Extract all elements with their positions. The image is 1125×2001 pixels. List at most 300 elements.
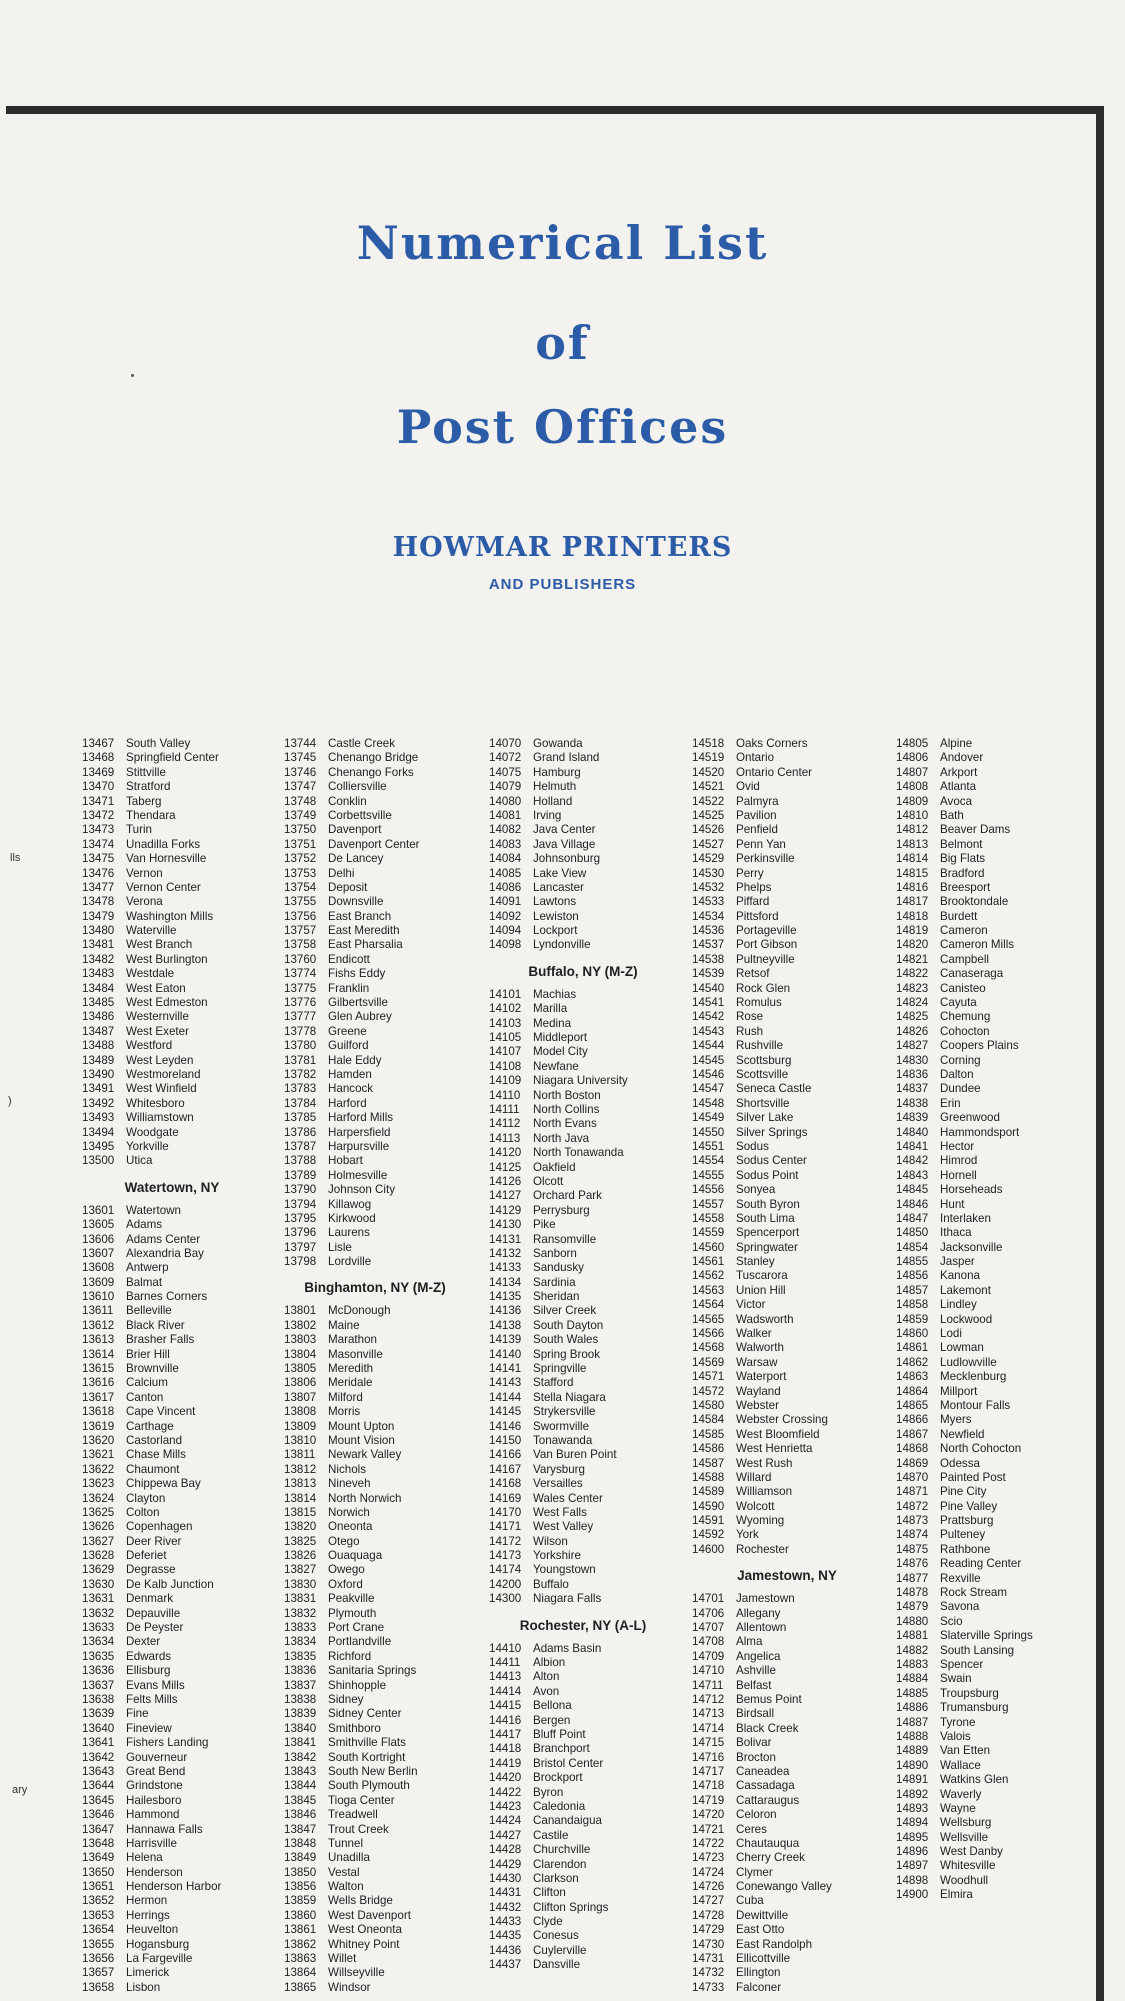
zip-code: 13485 [82, 996, 115, 1010]
list-item [896, 1313, 1092, 1327]
list-item [692, 1938, 882, 1952]
zip-code: 14150 [489, 1433, 522, 1447]
zip-code: 13846 [284, 1808, 317, 1822]
list-item [82, 1434, 262, 1448]
zip-code: 13649 [82, 1851, 115, 1865]
list-item [896, 1082, 1092, 1096]
zip-code: 14807 [896, 765, 929, 779]
zip-code: 14585 [692, 1427, 725, 1441]
list-item [489, 1958, 677, 1972]
post-office-name: Myers [940, 1413, 972, 1427]
list-item [82, 1376, 262, 1390]
zip-code: 14823 [896, 981, 929, 995]
post-office-name: Adams Basin [533, 1641, 602, 1655]
post-office-name: Port Gibson [736, 938, 798, 952]
list-item [896, 1644, 1092, 1658]
list-item [489, 1146, 677, 1160]
list-item [284, 766, 466, 780]
post-office-name: Ouaquaga [328, 1549, 383, 1563]
post-office-name: Portlandville [328, 1635, 392, 1649]
post-office-name: Killawog [328, 1197, 372, 1211]
list-item [489, 1161, 677, 1175]
list-item [896, 881, 1092, 895]
zip-code: 14435 [489, 1929, 522, 1943]
list-item [82, 1866, 262, 1880]
list-item [284, 924, 466, 938]
zip-code: 14107 [489, 1045, 522, 1059]
list-item [896, 1428, 1092, 1442]
post-office-name: Thendara [126, 808, 176, 822]
zip-code: 13650 [82, 1865, 115, 1879]
zip-code: 13477 [82, 880, 115, 894]
post-office-name: Piffard [736, 895, 770, 909]
list-item [82, 1391, 262, 1405]
post-office-name: Jacksonville [940, 1240, 1003, 1254]
post-office-name: Carthage [126, 1419, 174, 1433]
post-office-name: Interlaken [940, 1211, 991, 1225]
post-office-name: Lockport [533, 924, 578, 938]
zip-code: 13751 [284, 837, 317, 851]
post-office-name: Lakemont [940, 1283, 991, 1297]
list-item [692, 737, 882, 751]
post-office-name: Troupsburg [940, 1686, 999, 1700]
zip-code: 14731 [692, 1952, 725, 1966]
post-office-name: Watertown [126, 1203, 181, 1217]
list-item [489, 1477, 677, 1491]
zip-code: 13864 [284, 1966, 317, 1980]
zip-code: 14437 [489, 1958, 522, 1972]
zip-code: 13862 [284, 1937, 317, 1951]
post-office-name: Helmuth [533, 780, 577, 794]
title-line-1: Numerical List [356, 216, 769, 270]
zip-code: 13474 [82, 837, 115, 851]
list-item [692, 1054, 882, 1068]
zip-code: 14120 [489, 1146, 522, 1160]
post-office-name: Corning [940, 1053, 981, 1067]
zip-code: 13638 [82, 1693, 115, 1706]
zip-code: 14720 [692, 1808, 725, 1822]
list-item [284, 1319, 466, 1333]
post-office-name: Rushville [736, 1039, 784, 1053]
post-office-name: Cape Vincent [126, 1405, 196, 1419]
list-item [489, 780, 677, 794]
list-item [284, 881, 466, 895]
post-office-name: Hunt [940, 1197, 965, 1211]
list-item [692, 1068, 882, 1082]
post-office-name: Brocton [736, 1750, 776, 1764]
post-office-name: Machias [533, 987, 577, 1001]
post-office-name: Maine [328, 1318, 360, 1332]
list-item [284, 1068, 466, 1082]
post-office-name: West Rush [736, 1456, 793, 1470]
zip-code: 14141 [489, 1362, 522, 1376]
zip-code: 14525 [692, 808, 725, 822]
zip-code: 13746 [284, 765, 317, 779]
zip-code: 14856 [896, 1269, 929, 1283]
list-item [692, 1356, 882, 1370]
zip-code: 13842 [284, 1750, 317, 1764]
post-office-name: Cohocton [940, 1024, 990, 1038]
post-office-name: Edwards [126, 1649, 172, 1663]
post-office-name: Great Bend [126, 1764, 186, 1778]
zip-code: 14868 [896, 1442, 929, 1456]
list-item [284, 982, 466, 996]
zip-code: 13634 [82, 1635, 115, 1649]
list-item [284, 953, 466, 967]
zip-code: 14113 [489, 1131, 521, 1145]
list-item [284, 1304, 466, 1318]
post-office-name: North Cohocton [940, 1442, 1022, 1456]
zip-code: 13653 [82, 1908, 115, 1922]
zip-code: 13620 [82, 1433, 115, 1447]
list-item [489, 1117, 677, 1131]
zip-code: 14549 [692, 1111, 725, 1125]
zip-code: 14866 [896, 1413, 929, 1427]
zip-code: 14888 [896, 1729, 929, 1743]
zip-code: 14809 [896, 794, 929, 808]
zip-code: 14538 [692, 952, 725, 966]
zip-code: 13658 [82, 1980, 115, 1994]
post-office-name: Lawtons [533, 895, 577, 909]
post-office-name: Middleport [533, 1031, 588, 1045]
list-item [692, 1284, 882, 1298]
zip-code: 14842 [896, 1154, 929, 1168]
zip-code: 14815 [896, 866, 929, 880]
list-item [284, 867, 466, 881]
list-item [692, 1313, 882, 1327]
list-item [896, 953, 1092, 967]
zip-code: 14891 [896, 1773, 929, 1787]
list-item [82, 766, 262, 780]
zip-code: 14170 [489, 1505, 522, 1519]
post-office-name: Hermon [126, 1894, 168, 1908]
list-item [896, 1773, 1092, 1787]
list-item [489, 1045, 677, 1059]
post-office-name: Lisbon [126, 1980, 161, 1994]
post-office-name: Van Hornesville [126, 852, 207, 866]
list-item [82, 1319, 262, 1333]
list-item [82, 1823, 262, 1837]
zip-code: 13775 [284, 981, 317, 995]
post-office-name: Brasher Falls [126, 1333, 195, 1347]
list-item [284, 809, 466, 823]
list-item [692, 1255, 882, 1269]
post-office-name: Lancaster [533, 880, 584, 894]
post-office-name: Colliersville [328, 780, 387, 794]
list-item [82, 1204, 262, 1218]
list-item [692, 823, 882, 837]
list-item [82, 1362, 262, 1376]
list-item [284, 1549, 466, 1563]
zip-code: 13840 [284, 1721, 317, 1735]
list-item [82, 1233, 262, 1247]
zip-code: 13614 [82, 1347, 115, 1361]
zip-code: 14706 [692, 1606, 725, 1620]
post-office-name: Cassadaga [736, 1779, 795, 1793]
post-office-name: East Randolph [736, 1937, 813, 1951]
list-item [896, 1442, 1092, 1456]
margin-fragment: lls [10, 852, 21, 864]
post-office-name: Springfield Center [126, 751, 219, 765]
zip-code: 14713 [692, 1707, 725, 1721]
list-item [489, 1204, 677, 1218]
post-office-name: Clayton [126, 1491, 166, 1505]
list-item [692, 809, 882, 823]
list-item [284, 1241, 466, 1255]
post-office-name: Oneonta [328, 1520, 373, 1534]
post-office-name: Union Hill [736, 1283, 786, 1297]
list-item [82, 1722, 262, 1736]
post-office-name: West Edmeston [126, 996, 208, 1010]
list-item [692, 1226, 882, 1240]
zip-code: 13774 [284, 967, 317, 981]
zip-code: 14716 [692, 1750, 725, 1764]
zip-code: 13849 [284, 1851, 317, 1865]
post-office-name: Whitesville [940, 1859, 996, 1873]
post-office-name: Cherry Creek [736, 1851, 805, 1865]
post-office-name: Portageville [736, 924, 797, 938]
zip-code: 14070 [489, 737, 522, 750]
post-office-name: Wells Bridge [328, 1894, 393, 1908]
zip-code: 13747 [284, 780, 317, 794]
post-office-name: North Boston [533, 1088, 601, 1102]
list-item [896, 1874, 1092, 1888]
post-office-name: Lockwood [940, 1312, 993, 1326]
zip-code: 14876 [896, 1557, 929, 1571]
list-item [489, 1103, 677, 1117]
post-office-name: Brooktondale [940, 895, 1009, 909]
zip-code: 13784 [284, 1096, 317, 1110]
zip-code: 14878 [896, 1586, 929, 1600]
list-item [284, 1707, 466, 1721]
post-office-name: De Lancey [328, 852, 384, 866]
post-office-name: West Branch [126, 938, 193, 952]
zip-code: 13481 [82, 938, 115, 952]
zip-code: 14837 [896, 1082, 929, 1096]
zip-code: 14821 [896, 952, 929, 966]
list-item [489, 1858, 677, 1872]
list-item [284, 938, 466, 952]
list-item [82, 852, 262, 866]
post-office-name: Hammond [126, 1808, 180, 1822]
zip-code: 13744 [284, 737, 317, 750]
post-office-name: Woodhull [940, 1873, 989, 1887]
list-item [489, 737, 677, 751]
zip-code: 14109 [489, 1074, 522, 1088]
list-item [489, 1685, 677, 1699]
list-item [82, 1535, 262, 1549]
post-office-name: Hailesboro [126, 1793, 182, 1807]
zip-code: 13804 [284, 1347, 317, 1361]
post-office-name: Delhi [328, 866, 355, 880]
post-office-name: Wellsburg [940, 1816, 992, 1830]
zip-code: 14818 [896, 909, 929, 923]
list-item [284, 1362, 466, 1376]
list-item [489, 1714, 677, 1728]
zip-code: 14850 [896, 1226, 929, 1240]
list-item [896, 838, 1092, 852]
post-office-name: Barnes Corners [126, 1290, 208, 1304]
post-office-name: Johnson City [328, 1183, 396, 1197]
zip-code: 13778 [284, 1024, 317, 1038]
margin-fragment: ary [12, 1784, 28, 1796]
zip-code: 13601 [82, 1203, 115, 1217]
list-item [692, 967, 882, 981]
list-item [82, 838, 262, 852]
post-office-name: Whitney Point [328, 1937, 400, 1951]
post-office-name: Kanona [940, 1269, 980, 1283]
zip-code: 14554 [692, 1154, 725, 1168]
post-office-name: South Wales [533, 1333, 599, 1347]
zip-code: 14436 [489, 1943, 522, 1957]
zip-code: 14559 [692, 1226, 725, 1240]
zip-code: 14410 [489, 1641, 522, 1655]
zip-code: 14541 [692, 996, 725, 1010]
post-office-name: Degrasse [126, 1563, 176, 1577]
zip-code: 13776 [284, 996, 317, 1010]
zip-code: 13753 [284, 866, 317, 880]
zip-code: 14083 [489, 837, 522, 851]
post-office-name: Millport [940, 1384, 978, 1398]
list-item [896, 1025, 1092, 1039]
post-office-name: Richford [328, 1649, 372, 1663]
zip-code: 13797 [284, 1240, 317, 1254]
post-office-name: Horseheads [940, 1183, 1003, 1197]
post-office-name: West Falls [533, 1505, 587, 1519]
publisher-name: HOWMAR PRINTERS [392, 532, 733, 563]
zip-code: 14413 [489, 1670, 522, 1684]
zip-code: 14872 [896, 1499, 929, 1513]
zip-code: 13494 [82, 1125, 115, 1139]
post-office-name: Dexter [126, 1635, 161, 1649]
list-item [692, 1779, 882, 1793]
zip-code: 13813 [284, 1477, 317, 1491]
list-item [692, 1341, 882, 1355]
post-office-name: Conewango Valley [736, 1880, 832, 1894]
list-item [82, 1010, 262, 1024]
post-office-name: Castorland [126, 1433, 183, 1447]
post-office-name: Churchville [533, 1843, 591, 1857]
post-office-name: Davenport [328, 823, 382, 837]
zip-code: 14830 [896, 1053, 929, 1067]
zip-code: 14714 [692, 1721, 725, 1735]
post-office-name: Cameron Mills [940, 938, 1015, 952]
zip-code: 14545 [692, 1053, 725, 1067]
post-office-name: Meridale [328, 1376, 373, 1390]
zip-code: 13815 [284, 1505, 317, 1519]
list-item [82, 1664, 262, 1678]
list-item [692, 1966, 882, 1980]
post-office-name: Downsville [328, 895, 384, 909]
list-item [896, 1629, 1092, 1643]
zip-code: 13612 [82, 1318, 115, 1332]
zip-code: 14547 [692, 1082, 725, 1096]
post-office-name: Greenwood [940, 1111, 1000, 1125]
list-item [896, 1010, 1092, 1024]
post-office-name: Rush [736, 1024, 764, 1038]
list-item [284, 1981, 466, 1995]
zip-code: 13657 [82, 1966, 115, 1980]
post-office-name: Milford [328, 1390, 363, 1404]
list-item [284, 1010, 466, 1024]
post-office-name: Owego [328, 1563, 365, 1577]
zip-code: 14126 [489, 1174, 522, 1188]
post-office-name: Seneca Castle [736, 1082, 812, 1096]
list-item [692, 1500, 882, 1514]
post-office-name: Lisle [328, 1240, 352, 1254]
post-office-name: Clyde [533, 1915, 563, 1929]
zip-code: 13644 [82, 1779, 115, 1793]
list-item [896, 1845, 1092, 1859]
zip-code: 13648 [82, 1836, 115, 1850]
section-heading: Binghamton, NY (M-Z) [304, 1280, 446, 1296]
zip-code: 13478 [82, 895, 115, 909]
list-item [489, 1189, 677, 1203]
list-item [284, 1650, 466, 1664]
post-office-name: Vernon [126, 866, 163, 880]
list-item [896, 1788, 1092, 1802]
list-item [489, 1549, 677, 1563]
list-item [284, 1779, 466, 1793]
list-item [284, 1952, 466, 1966]
zip-code: 14892 [896, 1787, 929, 1801]
post-office-name: Bergen [533, 1713, 571, 1727]
post-office-name: Pine City [940, 1485, 987, 1499]
post-office-name: Versailles [533, 1477, 583, 1491]
zip-code: 13790 [284, 1183, 317, 1197]
zip-code: 13758 [284, 938, 317, 952]
post-office-name: Valois [940, 1729, 971, 1743]
list-item [896, 1039, 1092, 1053]
zip-code: 14558 [692, 1211, 725, 1225]
post-office-name: Rose [736, 1010, 764, 1024]
post-office-name: North Norwich [328, 1491, 402, 1505]
post-office-name: Williamstown [126, 1111, 194, 1125]
zip-code: 14560 [692, 1240, 725, 1254]
post-office-name: Holmesville [328, 1168, 388, 1182]
post-office-name: Ellisburg [126, 1664, 171, 1678]
post-office-name: Peakville [328, 1592, 375, 1606]
zip-code: 13808 [284, 1405, 317, 1419]
post-office-name: Chemung [940, 1010, 991, 1024]
zip-code: 14098 [489, 938, 522, 952]
post-office-name: Willet [328, 1952, 357, 1966]
zip-code: 14105 [489, 1031, 522, 1045]
list-item [284, 1837, 466, 1851]
zip-code: 14135 [489, 1290, 522, 1304]
zip-code: 13814 [284, 1491, 317, 1505]
zip-code: 14520 [692, 765, 725, 779]
post-office-name: Clifton [533, 1886, 566, 1900]
post-office-name: Arkport [940, 765, 978, 779]
list-item [284, 1751, 466, 1765]
zip-code: 14841 [896, 1139, 929, 1153]
list-item [692, 895, 882, 909]
post-office-name: Cameron [940, 924, 988, 938]
list-item [896, 1097, 1092, 1111]
post-office-name: Webster Crossing [736, 1413, 828, 1427]
post-office-name: Harpursville [328, 1139, 390, 1153]
post-office-name: Harford [328, 1096, 367, 1110]
zip-code: 14860 [896, 1327, 929, 1341]
list-item [82, 1837, 262, 1851]
post-office-name: Rock Glen [736, 981, 791, 995]
zip-code: 14551 [692, 1139, 725, 1153]
list-item [896, 1241, 1092, 1255]
post-office-name: Canaseraga [940, 967, 1004, 981]
section-heading: Jamestown, NY [737, 1568, 837, 1584]
list-item [284, 1535, 466, 1549]
